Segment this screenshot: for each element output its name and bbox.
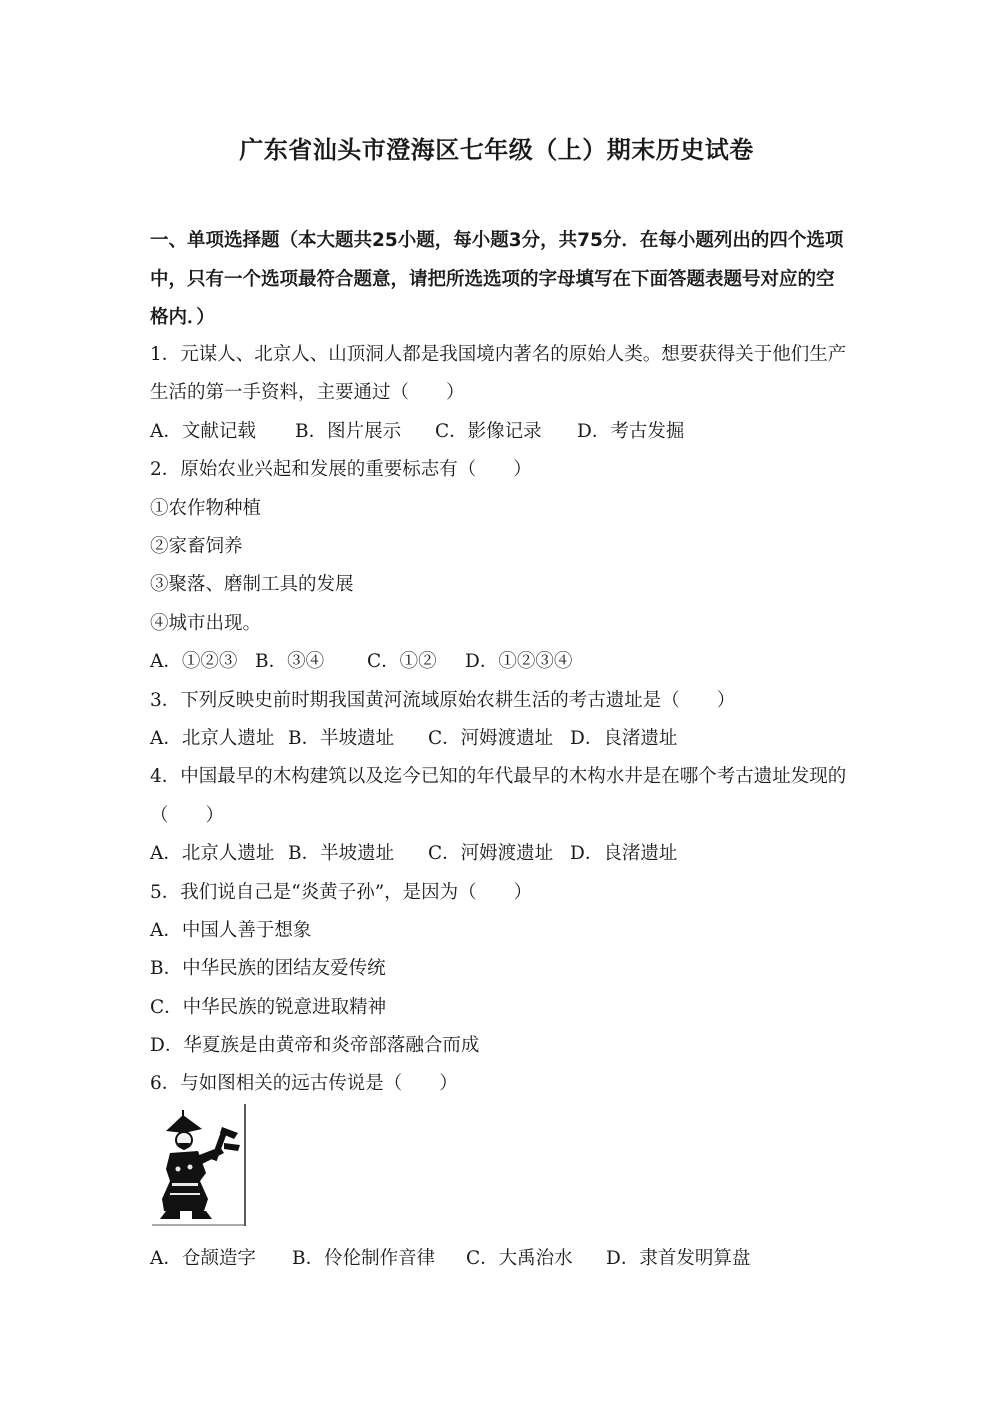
- option-b: B．③④: [255, 651, 325, 673]
- question-5-option-d: D．华夏族是由黄帝和炎帝部落融合而成: [150, 1035, 480, 1057]
- option-d: D．隶首发明算盘: [606, 1248, 751, 1269]
- question-list: [150, 336, 850, 1104]
- question-4-stem: 4．中国最早的木构建筑以及迄今已知的年代最早的木构水井是在哪个考古遗址发现的（ ）: [150, 766, 847, 826]
- exam-title: 广东省汕头市澄海区七年级（上）期末历史试卷: [239, 136, 754, 164]
- option-b: B．图片展示: [295, 420, 402, 442]
- option-c: C．大禹治水: [466, 1248, 573, 1269]
- question-1-stem: 1．元谋人、北京人、山顶洞人都是我国境内著名的原始人类。想要获得关于他们生产生活的第一手资料，主要通过（ ）: [150, 344, 847, 404]
- option-a: A．北京人遗址: [150, 727, 275, 749]
- option-a: A．北京人遗址: [150, 843, 275, 865]
- option-a: A．文献记载: [150, 420, 256, 442]
- option-d: D．良渚遗址: [570, 843, 678, 865]
- option-a: A．仓颉造字: [150, 1248, 256, 1269]
- question-2-options: [150, 643, 850, 681]
- option-d: D．①②③④: [465, 651, 573, 673]
- question-1-options: [150, 413, 850, 451]
- question-3-stem: 3．下列反映史前时期我国黄河流域原始农耕生活的考古遗址是（ ）: [150, 689, 736, 711]
- section-heading: 一、单项选择题（本大题共25小题，每小题3分，共75分．在每小题列出的四个选项中，只有一个选项最符合题意，请把所选选项的字母填写在下面答题表题号对应的空格内．）: [150, 230, 844, 328]
- question-5-option-a: A．中国人善于想象: [150, 919, 312, 941]
- option-b: B．伶伦制作音律: [292, 1248, 436, 1269]
- option-c: C．影像记录: [435, 420, 542, 442]
- option-d: D．良渚遗址: [570, 727, 678, 749]
- question-5-stem: 5．我们说自己是“炎黄子孙”，是因为（ ）: [150, 881, 533, 903]
- question-5-option-b: B．中华民族的团结友爱传统: [150, 958, 386, 980]
- question-2-item-3: ③聚落、磨制工具的发展: [150, 574, 354, 596]
- question-5-option-c: C．中华民族的锐意进取精神: [150, 996, 387, 1018]
- option-c: C．①②: [367, 651, 437, 673]
- question-2-stem: 2．原始农业兴起和发展的重要标志有（ ）: [150, 459, 532, 481]
- ancient-figure-illustration: [150, 1103, 247, 1227]
- option-c: C．河姆渡遗址: [428, 843, 554, 865]
- question-6-stem: 6．与如图相关的远古传说是（ ）: [150, 1073, 458, 1095]
- option-b: B．半坡遗址: [288, 727, 395, 749]
- question-6-options: [150, 1240, 850, 1278]
- option-a: A．①②③: [150, 651, 238, 673]
- question-3-options: [150, 720, 850, 758]
- question-2-item-4: ④城市出现。: [150, 612, 262, 634]
- question-2-item-2: ②家畜饲养: [150, 535, 243, 557]
- option-c: C．河姆渡遗址: [428, 727, 554, 749]
- option-b: B．半坡遗址: [288, 843, 395, 865]
- question-2-item-1: ①农作物种植: [150, 497, 262, 519]
- option-d: D．考古发掘: [577, 420, 685, 442]
- question-4-options: [150, 835, 850, 873]
